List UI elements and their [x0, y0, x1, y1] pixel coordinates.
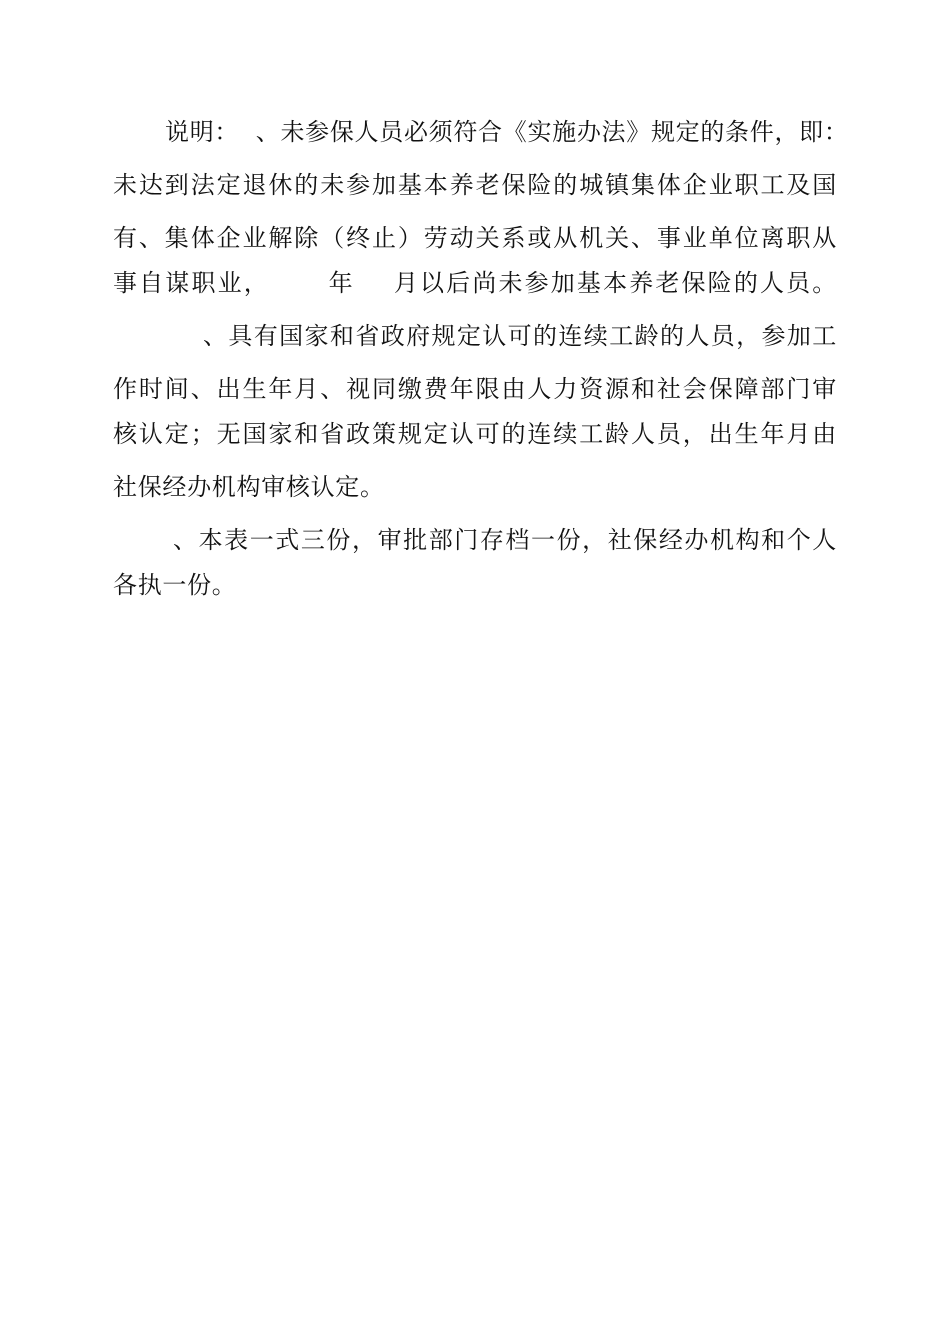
note-line-4: 事自谋职业， 年 月以后尚未参加基本养老保险的人员。 [113, 269, 837, 297]
note-line-1: 说明： 、未参保人员必须符合《实施办法》规定的条件，即： [165, 118, 849, 146]
note-line-5: 、具有国家和省政府规定认可的连续工龄的人员，参加工 [203, 322, 837, 350]
note-line-3: 有、集体企业解除（终止）劳动关系或从机关、事业单位离职从 [113, 224, 837, 252]
note-line-2: 未达到法定退休的未参加基本养老保险的城镇集体企业职工及国 [113, 171, 837, 199]
note-line-7: 核认定；无国家和省政策规定认可的连续工龄人员，出生年月由 [113, 420, 837, 448]
note-line-9: 、本表一式三份，审批部门存档一份，社保经办机构和个人 [173, 526, 837, 554]
note-line-10: 各执一份。 [113, 571, 237, 599]
note-line-8: 社保经办机构审核认定。 [113, 473, 385, 501]
note-line-6: 作时间、出生年月、视同缴费年限由人力资源和社会保障部门审 [113, 375, 837, 403]
